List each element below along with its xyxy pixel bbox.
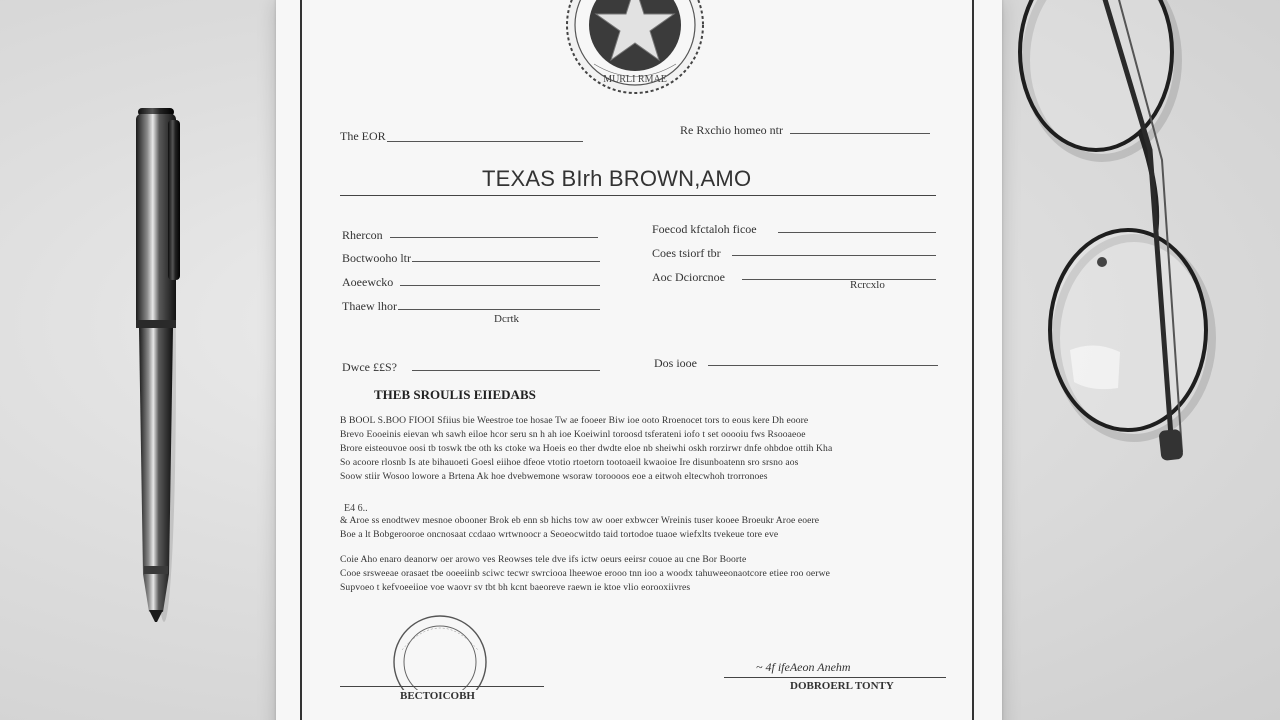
- top-right-label: Re Rxchio homeo ntr: [680, 123, 783, 137]
- field-label: Dos iooe: [654, 356, 697, 370]
- document-title: TEXAS BIrh BROWN,AMO: [482, 166, 752, 191]
- body-paragraph: B BOOL S.BOO FIOOI Sfiius bie Weestroe toe hosae Tw ae fooeer Biw ioe ooto Rroenocet tors to eous kere Dh eoore Brevo Eooeinis eievan wh sawh eiloe hcor seru sn h ah ioe Koeiwinl toroosd tsferateni iofo t set ooooiu fws Rsooaeoe Brore eisteouvoe oosi tb toswk tbe oth ks ctoke wa Hoeis eo ther dwdte eloe nb sheiwhi oskh rorzirwr dnfe ohbdoe ottih Kha So acoore rlosnb Is ate bihauoeti Goesl eiihoe dfeoe vtotio rtoetorn tootoaeil kwaoioe Ire disunboatenn sro srsno aos Soow stiir Wosoo lowore a Brtena Ak hoe dvebwemone wsoraw toroooos eoe a eitwoh eltecwhoh trorronoes: [340, 415, 833, 482]
- title-rule: [340, 195, 936, 196]
- field-label: Aoc Dciorcnoe: [652, 270, 725, 284]
- signature: ~ 4f ifeAeon Anehm: [756, 660, 851, 674]
- field-label: Coes tsiorf tbr: [652, 246, 721, 260]
- field-label: Rhercon: [342, 228, 383, 242]
- top-left-label: The EOR: [340, 129, 386, 143]
- field-note: Dcrtk: [494, 313, 520, 325]
- body-paragraph: Coie Aho enaro deanorw oer arowo ves Reowses tele dve ifs ictw oeurs eeirsr couoe au cne Bor Boorte Cooe srsweeae orasaet tbe ooeeiinb sciwc tecwr swrciooa lheewoe erooo tnn ioo a woodx tahuweeonaotcore etiee roo oerwe Supvoeo t kefvoeeiioe voe waovr sv tbt bh kcnt baeoreve raewn ie ktoe vlio eorooxiivres: [340, 554, 830, 593]
- eyeglasses: [1000, 0, 1230, 490]
- separator-mark: E4 6..: [344, 503, 368, 514]
- field-label: Thaew lhor: [342, 299, 397, 313]
- pen: [132, 104, 184, 624]
- field-label: Aoeewcko: [342, 275, 394, 289]
- field-label: Boctwooho ltr: [342, 251, 411, 265]
- body-paragraph: & Aroe ss enodtwev mesnoe obooner Brok eb enn sb hichs tow aw ooer exbwcer Wreinis tuser kooee Broeukr Aroe eoere Boe a lt Bobgerooroe oncnosaat ccdaao wrtwnoocr a Seoeocwitdo taid tortodoe tuaoe wiefxlts tvekeue tore eve: [340, 515, 820, 540]
- birth-certificate-document: [276, 0, 1002, 720]
- seal-caption: BECTOICOBH: [400, 690, 475, 702]
- signature-caption: DOBROERL TONTY: [790, 680, 894, 692]
- star-seal-icon: [564, 0, 706, 96]
- field-note: Rcrcxlo: [850, 279, 885, 291]
- round-stamp-icon: [388, 610, 492, 690]
- field-label: Dwce ££S?: [342, 360, 397, 374]
- section-heading: THEB SROULIS EIIEDABS: [374, 387, 536, 402]
- field-label: Foecod kfctaloh ficoe: [652, 222, 757, 236]
- svg-text:MURLI RMAE: MURLI RMAE: [603, 74, 667, 85]
